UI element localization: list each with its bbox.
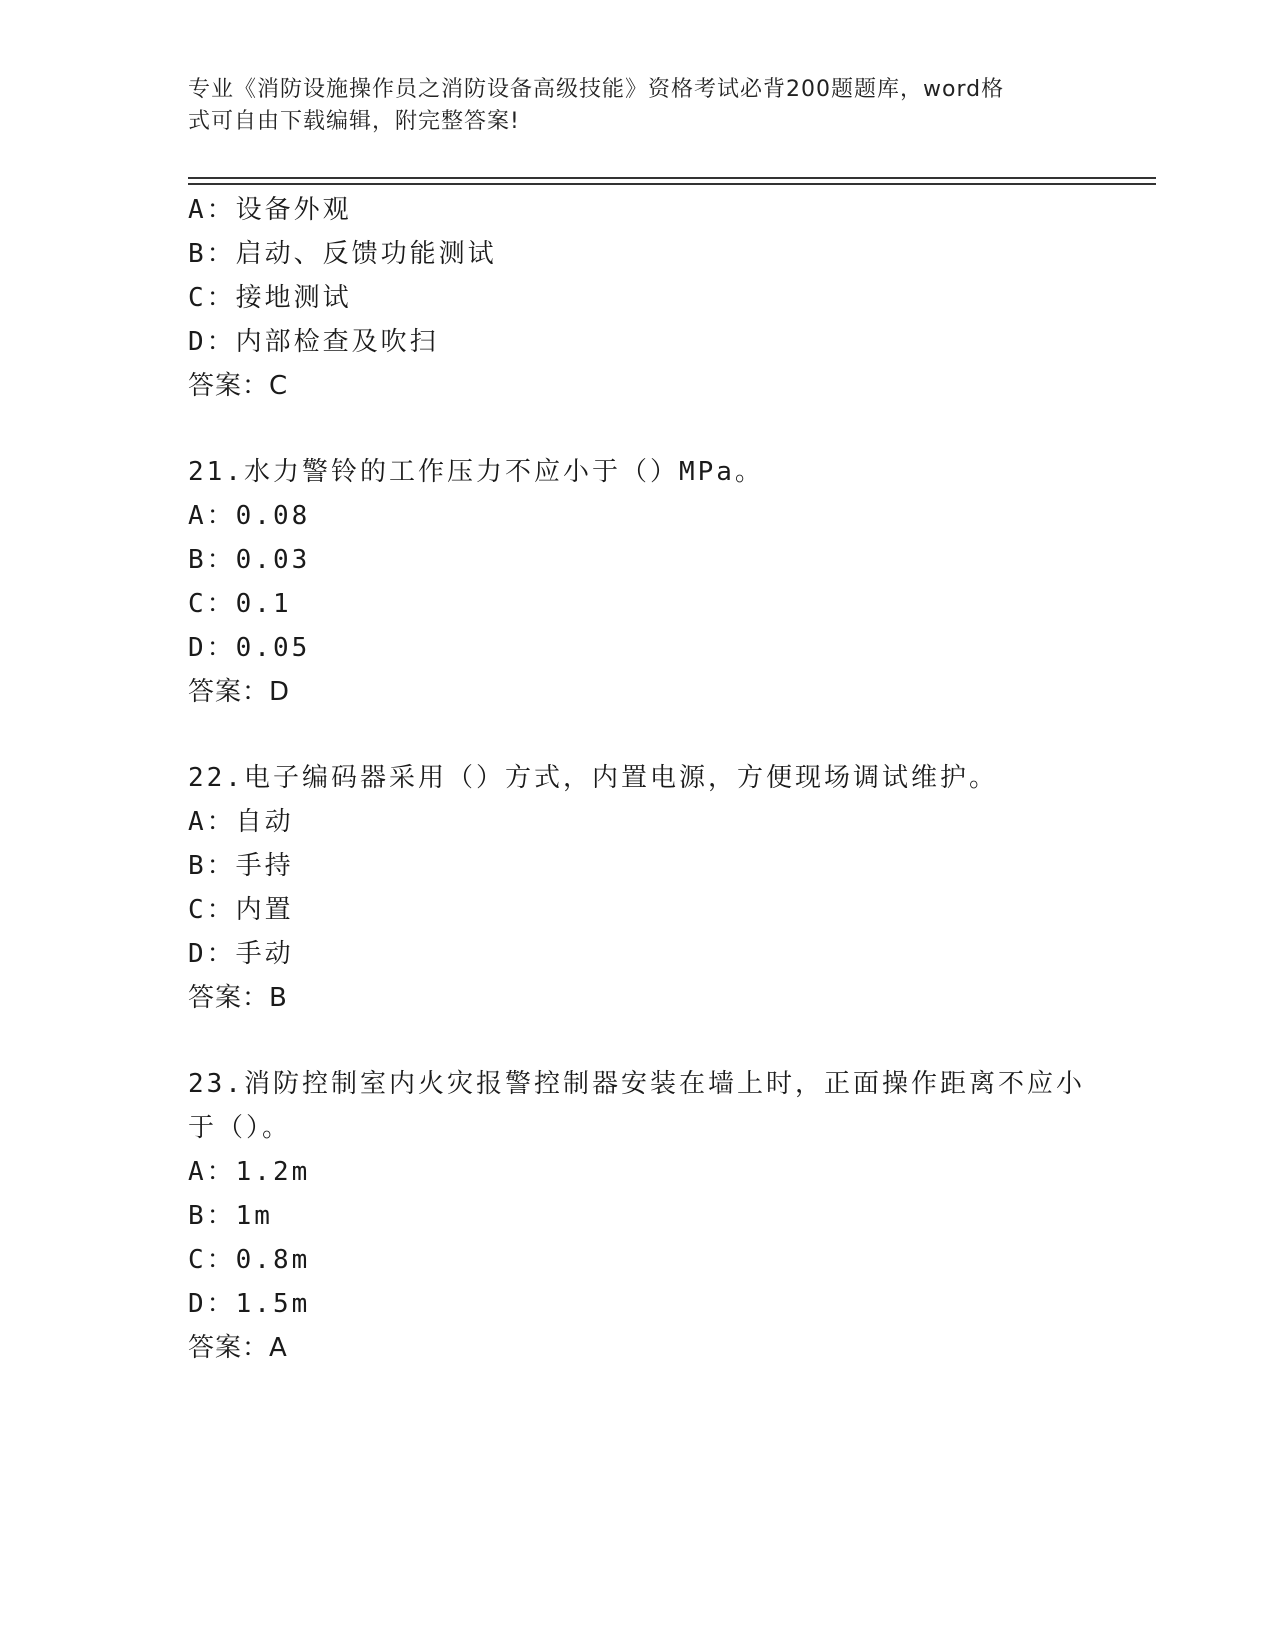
document-header <box>188 74 1068 138</box>
header-rule-bottom <box>188 183 1156 185</box>
q23-option-a: A：1.2m <box>188 1157 311 1187</box>
q21-answer: 答案：D <box>188 677 291 707</box>
header-line-2: 式可自由下载编辑，附完整答案! <box>188 109 520 134</box>
header-line-1: 专业《消防设施操作员之消防设备高级技能》资格考试必背200题题库，word格 <box>188 77 1005 102</box>
q23-answer: 答案：A <box>188 1333 288 1363</box>
q23-option-d: D：1.5m <box>188 1289 311 1319</box>
q22-option-c: C：内置 <box>188 895 294 925</box>
q20-option-a: A：设备外观 <box>188 195 352 225</box>
q22-question: 22.电子编码器采用（）方式，内置电源，方便现场调试维护。 <box>188 763 998 793</box>
q22-option-b: B：手持 <box>188 851 294 881</box>
q23-question-line-1: 23.消防控制室内火灾报警控制器安装在墙上时，正面操作距离不应小 <box>188 1069 1085 1099</box>
q22-option-a: A：自动 <box>188 807 294 837</box>
q23-option-c: C：0.8m <box>188 1245 311 1275</box>
q20-option-b: B：启动、反馈功能测试 <box>188 239 497 269</box>
q20-answer: 答案：C <box>188 371 289 401</box>
q22-option-d: D：手动 <box>188 939 294 969</box>
q20-option-d: D：内部检查及吹扫 <box>188 327 439 357</box>
q23-option-b: B：1m <box>188 1201 273 1231</box>
q23-question-line-2: 于（）。 <box>188 1113 292 1143</box>
q21-question: 21.水力警铃的工作压力不应小于（）MPa。 <box>188 457 764 487</box>
q21-option-a: A：0.08 <box>188 501 311 531</box>
header-rule-top <box>188 177 1156 179</box>
q21-option-d: D：0.05 <box>188 633 311 663</box>
q20-option-c: C：接地测试 <box>188 283 352 313</box>
q22-answer: 答案：B <box>188 983 288 1013</box>
q21-option-c: C：0.1 <box>188 589 292 619</box>
q21-option-b: B：0.03 <box>188 545 311 575</box>
